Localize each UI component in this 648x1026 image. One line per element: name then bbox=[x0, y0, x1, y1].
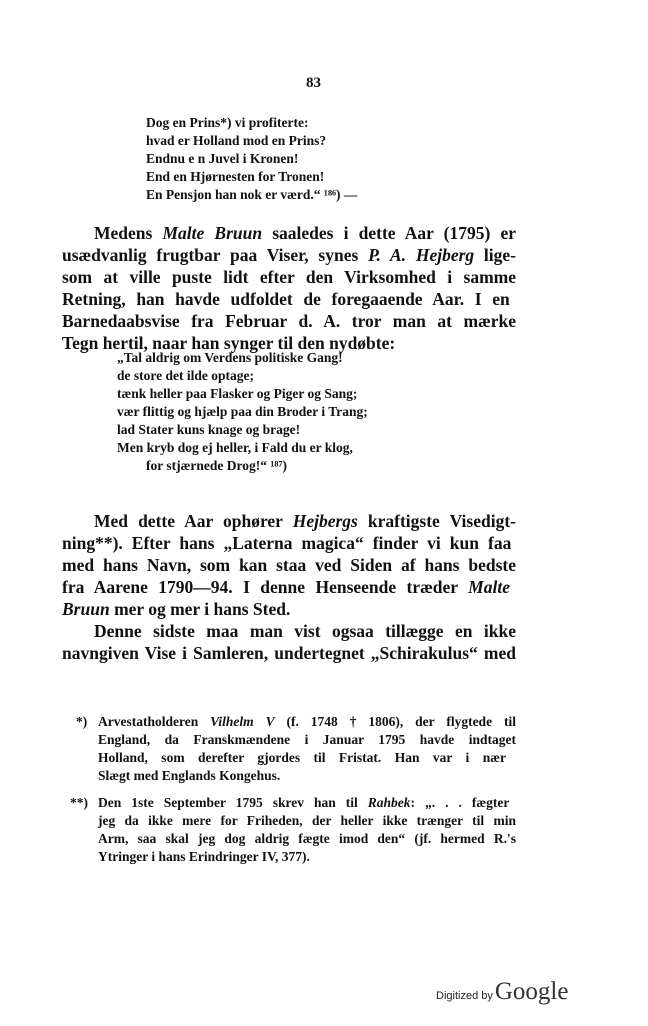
poem1-line bbox=[146, 132, 326, 150]
text-segment: med hans Navn, som kan staa ved Siden af hans bedste bbox=[62, 555, 516, 575]
poem1-line bbox=[146, 186, 357, 204]
footnote2-line bbox=[98, 848, 310, 866]
digitized-by-google-watermark bbox=[436, 978, 568, 1006]
text-segment: : „. . . fægter bbox=[410, 795, 510, 810]
italic-text: Vilhelm V bbox=[210, 714, 275, 729]
footnote2-line bbox=[98, 812, 516, 830]
italic-text: Malte Bruun bbox=[162, 223, 263, 243]
text-segment: jeg da ikke mere for Friheden, der heller ikke trænger til min bbox=[98, 813, 516, 828]
text-segment: (f. 1748 † 1806), der flygtede til bbox=[274, 714, 516, 729]
text-segment: de store det ilde optage; bbox=[117, 368, 254, 383]
paragraph2-line bbox=[62, 576, 510, 598]
text-segment: Arm, saa skal jeg dog aldrig fægte imod den“ (jf. hermed R.'s bbox=[98, 831, 516, 846]
paragraph2-line bbox=[62, 532, 511, 554]
text-segment: Holland, som derefter gjordes til Fristat. Han var i nær bbox=[98, 750, 506, 765]
text-segment: Dog en Prins*) vi profiterte: bbox=[146, 115, 309, 130]
page-number: 83 bbox=[306, 75, 321, 91]
text-segment: Endnu e n Juvel i Kronen! bbox=[146, 151, 299, 166]
text-segment: Ytringer i hans Erindringer IV, 377). bbox=[98, 849, 310, 864]
paragraph1-line bbox=[62, 244, 516, 266]
italic-text: P. A. Hejberg bbox=[368, 245, 475, 265]
paragraph2-line bbox=[62, 554, 516, 576]
footnote1-line bbox=[98, 731, 516, 749]
text-segment: tænk heller paa Flasker og Piger og Sang; bbox=[117, 386, 358, 401]
google-logo: Google bbox=[494, 978, 569, 1005]
text-segment: ning**). Efter hans „Laterna magica“ finder vi kun faa bbox=[62, 533, 512, 553]
poem2-line bbox=[117, 367, 254, 385]
footnote1-line bbox=[98, 749, 506, 767]
text-segment: lige- bbox=[474, 245, 516, 265]
text-segment: vær flittig og hjælp paa din Broder i Trang; bbox=[117, 404, 368, 419]
text-segment: End en Hjørnesten for Tronen! bbox=[146, 169, 325, 184]
text-segment: hvad er Holland mod en Prins? bbox=[146, 133, 327, 148]
text-segment: Den 1ste September 1795 skrev han til bbox=[98, 795, 368, 810]
poem2-line bbox=[117, 439, 353, 457]
footnote1-marker: *) bbox=[76, 714, 88, 729]
paragraph2-line bbox=[94, 620, 516, 642]
italic-text: Rahbek bbox=[367, 795, 411, 810]
poem2-line bbox=[117, 403, 368, 421]
text-segment: Men kryb dog ej heller, i Fald du er klog, bbox=[117, 440, 353, 455]
footnote2-line bbox=[98, 830, 516, 848]
text-segment: fra Aarene 1790—94. I denne Henseende træder bbox=[62, 577, 469, 597]
footnote2-marker: **) bbox=[70, 795, 88, 810]
text-segment: Arvestatholderen bbox=[98, 714, 211, 729]
text-segment: lad Stater kuns knage og brage! bbox=[117, 422, 301, 437]
paragraph1-line bbox=[62, 266, 516, 288]
text-segment: som at ville puste lidt efter den Virksomhed i samme bbox=[62, 267, 516, 287]
text-segment: En Pensjon han nok er værd.“ ¹⁸⁶) — bbox=[146, 187, 358, 202]
watermark-prefix: Digitized by bbox=[436, 990, 493, 1002]
footnote1-line bbox=[98, 767, 280, 785]
poem2-line bbox=[117, 421, 300, 439]
text-segment: for stjærnede Drog!“ ¹⁸⁷) bbox=[146, 458, 287, 473]
italic-text: Bruun bbox=[62, 599, 110, 619]
text-segment: Denne sidste maa man vist ogsaa tillægge en ikke bbox=[94, 621, 516, 641]
paragraph2-line bbox=[94, 510, 516, 532]
paragraph1-line bbox=[94, 222, 516, 244]
text-segment: Medens bbox=[94, 223, 163, 243]
text-segment: usædvanlig frugtbar paa Viser, synes bbox=[62, 245, 369, 265]
poem1-line bbox=[146, 150, 298, 168]
text-segment: England, da Franskmændene i Januar 1795 havde indtaget bbox=[98, 732, 516, 747]
paragraph2-line bbox=[62, 642, 516, 664]
text-segment: kraftigste Visedigt- bbox=[357, 511, 516, 531]
poem2-line bbox=[117, 349, 343, 367]
text-segment: Retning, han havde udfoldet de foregaaende Aar. I en bbox=[62, 289, 510, 309]
footnote1-line bbox=[98, 713, 516, 731]
italic-text: Malte bbox=[468, 577, 510, 597]
paragraph1-line bbox=[62, 310, 516, 332]
text-segment: navngiven Vise i Samleren, undertegnet „Schirakulus“ med bbox=[62, 643, 516, 663]
italic-text: Hejbergs bbox=[292, 511, 358, 531]
poem1-line bbox=[146, 168, 324, 186]
text-segment: saaledes i dette Aar (1795) er bbox=[262, 223, 517, 243]
text-segment: Barnedaabsvise fra Februar d. A. tror man at mærke bbox=[62, 311, 516, 331]
text-segment: Med dette Aar ophører bbox=[94, 511, 293, 531]
footnote2-line bbox=[98, 794, 509, 812]
poem2-line bbox=[117, 385, 357, 403]
text-segment: mer og mer i hans Sted. bbox=[109, 599, 291, 619]
text-segment: „Tal aldrig om Verdens politiske Gang! bbox=[117, 350, 343, 365]
text-segment: Slægt med Englands Kongehus. bbox=[98, 768, 281, 783]
poem2-line bbox=[146, 457, 287, 475]
paragraph2-line bbox=[62, 598, 290, 620]
text-segment: Tegn hertil, naar han synger til den nydøbte: bbox=[62, 333, 396, 353]
paragraph1-line bbox=[62, 288, 510, 310]
poem1-line bbox=[146, 114, 308, 132]
